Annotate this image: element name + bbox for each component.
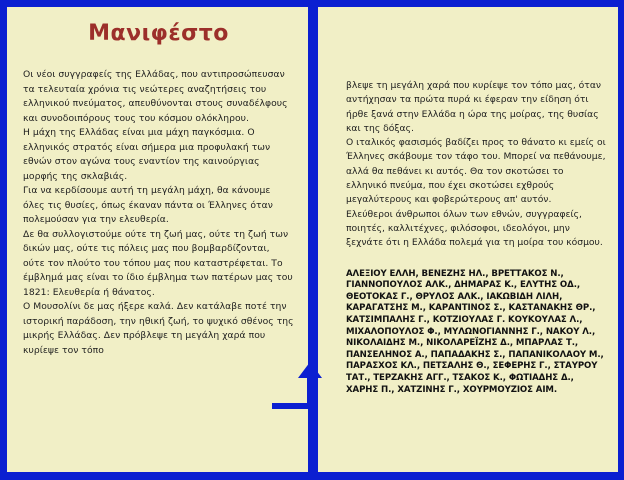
paragraph: Ο ιταλικός φασισμός βαδίζει προς το θάνατο κι εμείς οι Έλληνες σκάβουμε τον τάφο του. Μπορεί να πεθάνουμε, αλλά θα πεθάνει κι αυτός. Θα τον σκοτώσει το ελληνικό πνεύμα, που έχει σκοτώσει εχθρούς μεγαλύτερους και φοβερώτερους απ' αυτόν. <box>346 137 606 206</box>
right-page <box>318 7 618 472</box>
signatories-list: ΑΛΕΞΙΟΥ ΕΛΛΗ, ΒΕΝΕΖΗΣ ΗΛ., ΒΡΕΤΤΑΚΟΣ Ν., ΓΙΑΝΝΟΠΟΥΛΟΣ ΑΛΚ., ΔΗΜΑΡΑΣ Κ., ΕΛΥΤΗΣ ΟΔ., ΘΕΟΤΟΚΑΣ Γ., ΘΡΥΛΟΣ ΑΛΚ., ΙΑΚΩΒΙΔΗ ΛΙΛΗ, ΚΑΡΑΓΑΤΣΗΣ Μ., ΚΑΡΑΝΤΙΝΟΣ Σ., ΚΑΣΤΑΝΑΚΗΣ ΘΡ., ΚΑΤΣΙΜΠΑΛΗΣ Γ., ΚΟΤΖΙΟΥΛΑΣ Γ. ΚΟΥΚΟΥΛΑΣ Λ., ΜΙΧΑΛΟΠΟΥΛΟΣ Φ., ΜΥΛΩΝΟΓΙΑΝΝΗΣ Γ., ΝΑΚΟΥ Λ., ΝΙΚΟΛΑΙΔΗΣ Μ., ΝΙΚΟΛΑΡΕΪΖΗΣ Δ., ΜΠΑΡΛΑΣ Τ., ΠΑΝΣΕΛΗΝΟΣ Α., ΠΑΠΑΔΑΚΗΣ Σ., ΠΑΠΑΝΙΚΟΛΑΟΥ Μ., ΠΑΡΑΣΧΟΣ ΚΛ., ΠΕΤΣΑΛΗΣ Θ., ΣΕΦΕΡΗΣ Γ., ΣΤΑΥΡΟΥ ΤΑΤ., ΤΕΡΖΑΚΗΣ ΑΓΓ., ΤΣΑΚΟΣ Κ., ΦΩΤΙΑΔΗΣ Δ., ΧΑΡΗΣ Π., ΧΑΤΖΙΝΗΣ Γ., ΧΟΥΡΜΟΥΖΙΟΣ ΑΙΜ. <box>346 268 604 395</box>
arrow-up-icon <box>268 360 328 410</box>
paragraph: Οι νέοι συγγραφείς της Ελλάδας, που αντιπροσώπευσαν τα τελευταία χρόνια τις νεώτερες αναζητήσεις του ελληνικού πνεύματος, απευθύνονται στους συναδέλφους και συνοδοιπόρους τους του κόσμου ολόκληρου. <box>23 69 288 124</box>
page-title: Μανιφέστο <box>88 21 229 46</box>
paragraph: Η μάχη της Ελλάδας είναι μια μάχη παγκόσμια. Ο ελληνικός στρατός είναι σήμερα μια προφυλακή των εθνών στον αγώνα τους εναντίον της καινούργιας μορφής της σκλαβιάς. <box>23 127 271 182</box>
paragraph: Ελεύθεροι άνθρωποι όλων των εθνών, συγγραφείς, ποιητές, καλλιτέχνες, φιλόσοφοι, ιδεολόγοι, μην ξεχνάτε ότι η Ελλάδα πολεμά για τη μοίρα του κόσμου. <box>346 208 603 249</box>
paragraph: βλεψε τη μεγάλη χαρά που κυρίεψε τον τόπο μας, όταν αντήχησαν τα πρώτα πυρά κι έφεραν την είδηση ότι ήρθε ξανά στην Ελλάδα η ώρα της μοίρας, της θυσίας και της δόξας. <box>346 80 602 134</box>
paragraph: Ο Μουσολίνι δε μας ήξερε καλά. Δεν κατάλαβε ποτέ την ιστορική παράδοση, την ηθική ζωή, το ψυχικό σθένος της μικρής Ελλάδας. Δεν πρόβλεψε τη μεγάλη χαρά που κυρίεψε τον τόπο <box>23 301 294 356</box>
left-page <box>7 7 308 472</box>
paragraph: Δε θα συλλογιστούμε ούτε τη ζωή μας, ούτε τη ζωή των δικών μας, ούτε τις πόλεις μας που βομβαρδίζονται, ούτε τον πλούτο του τόπου μας που καταστρέφεται. Το έμβλημά μας είναι το ίδιο έμβλημα των πατέρων μας του 1821: Ελευθερία ή θάνατος. <box>23 228 293 298</box>
paragraph: Για να κερδίσουμε αυτή τη μεγάλη μάχη, θα κάνουμε όλες τις θυσίες, όπως έκαναν πάντα οι Έλληνες όταν πολεμούσαν για την ελευθερία. <box>23 185 273 225</box>
